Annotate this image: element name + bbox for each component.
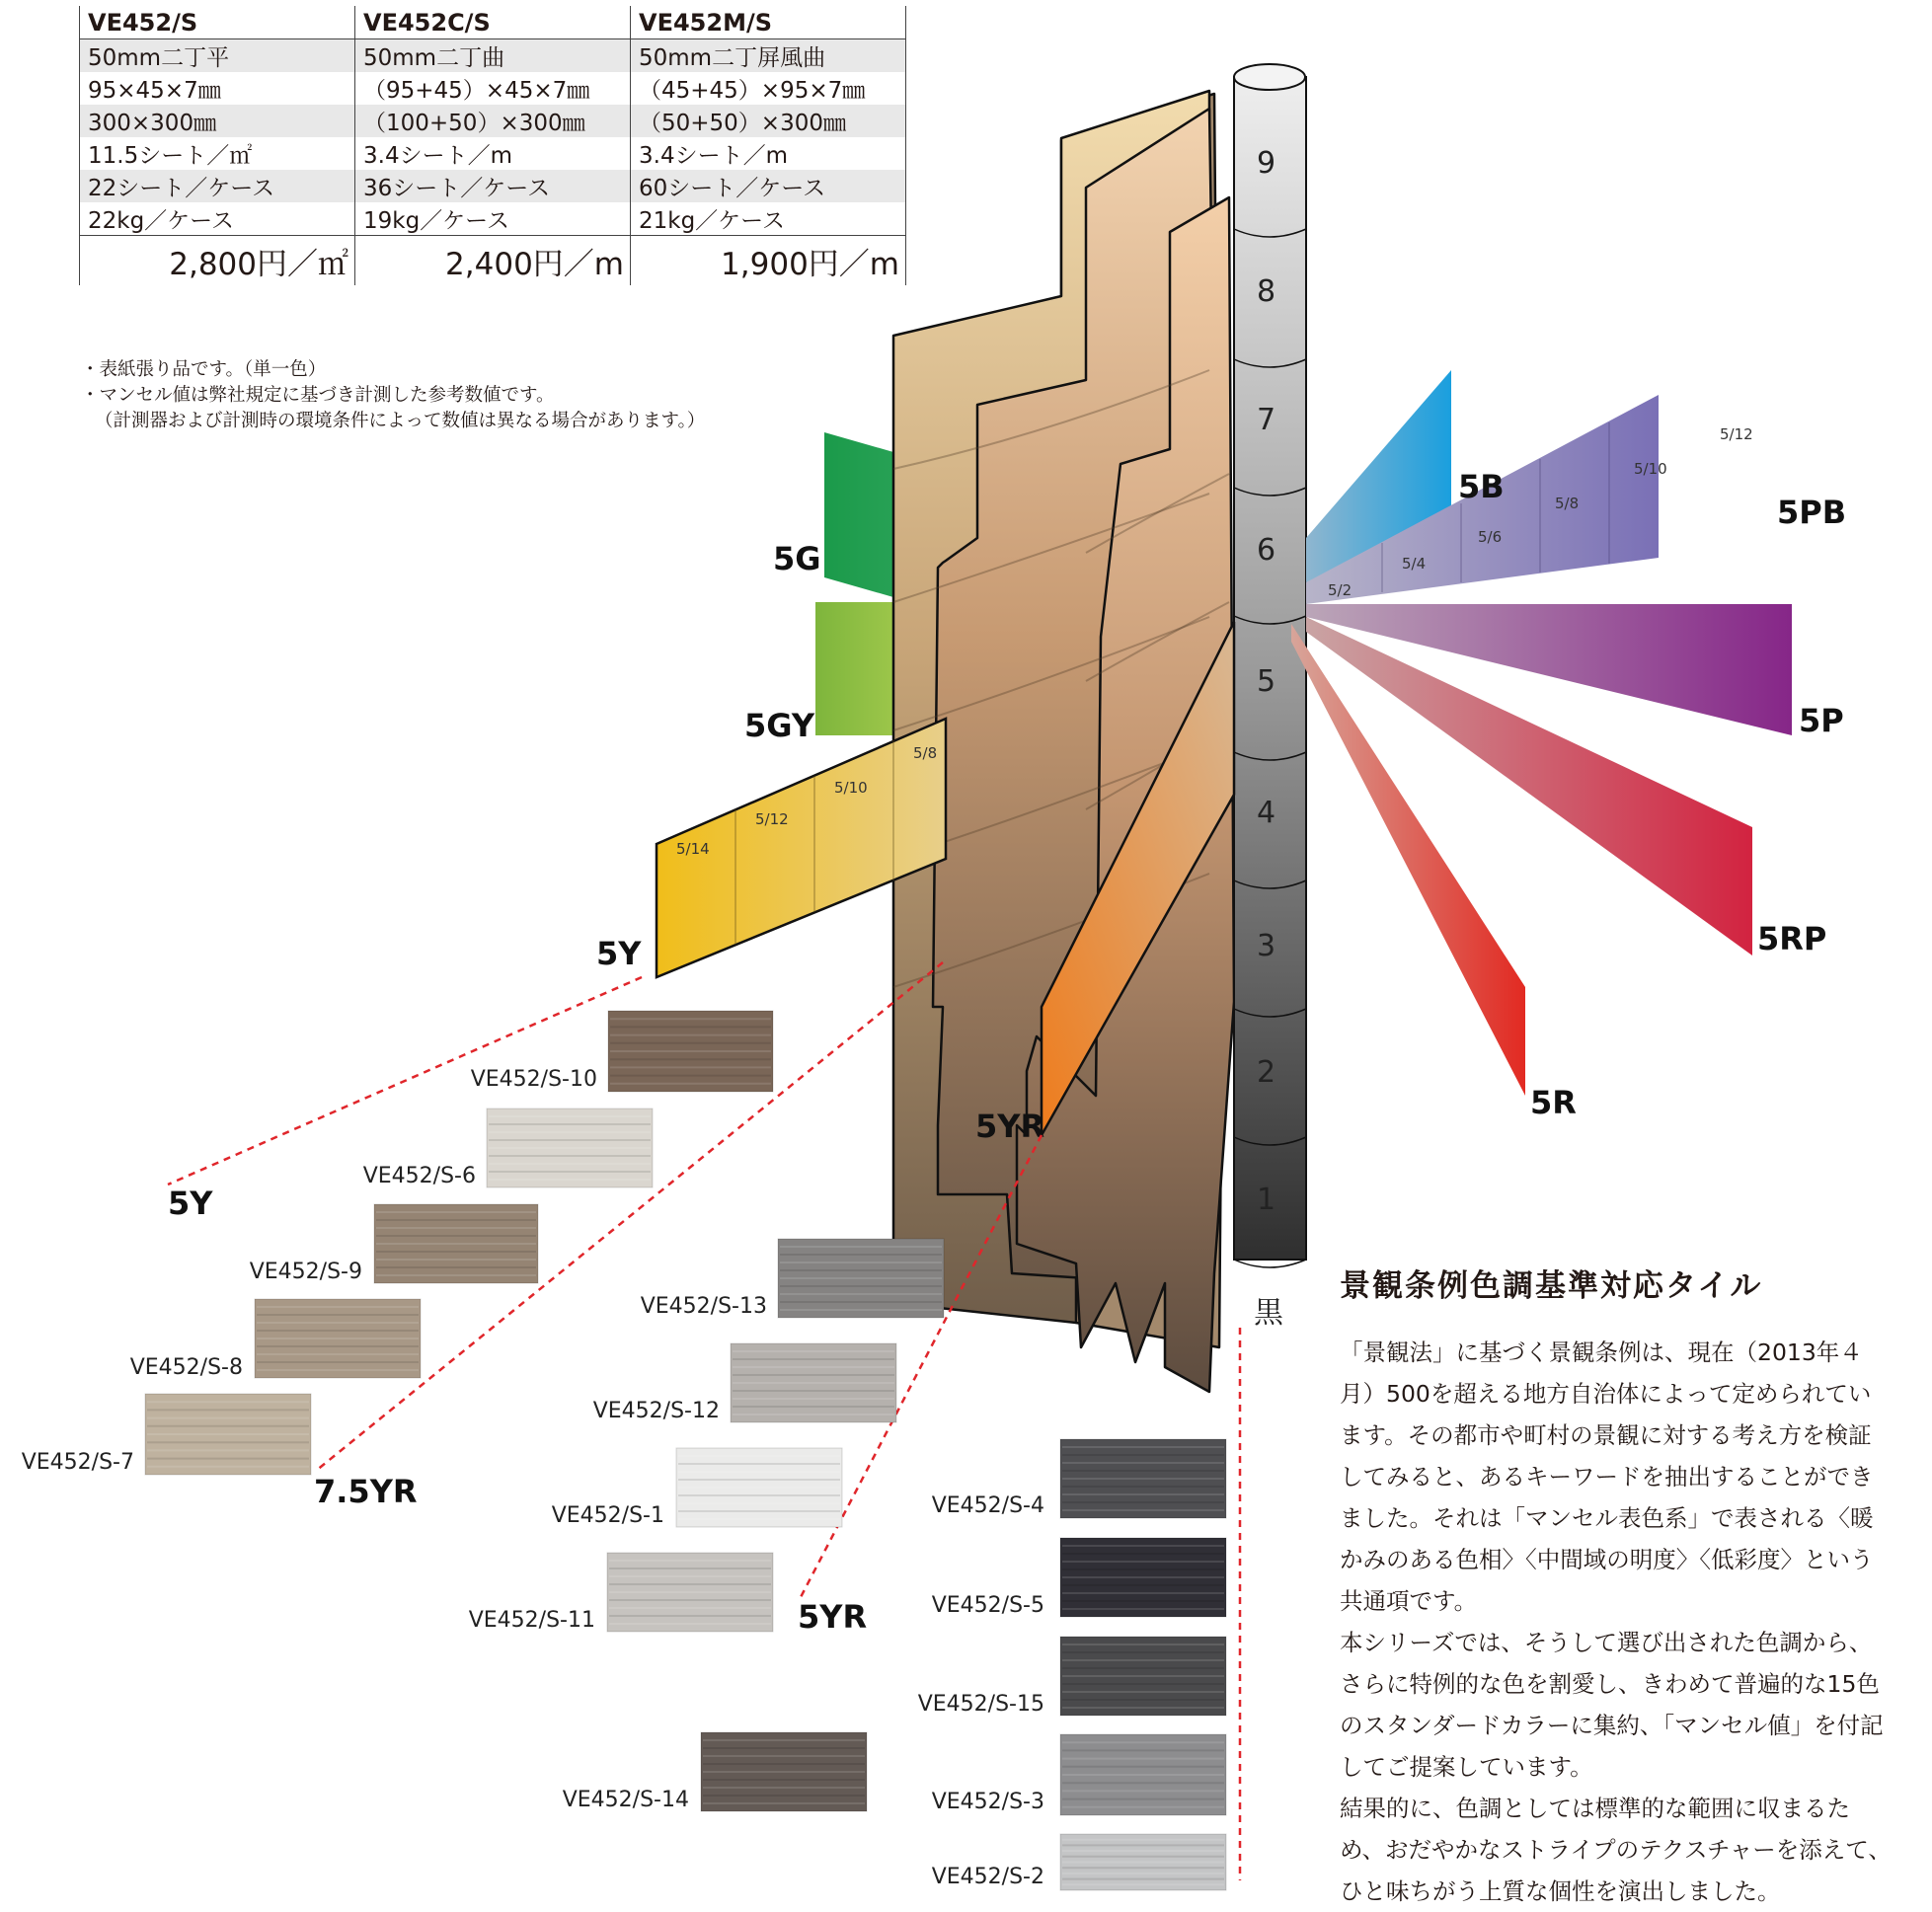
hue-label: 5R bbox=[1530, 1084, 1577, 1121]
table-cell: 19kg／ケース bbox=[355, 202, 631, 236]
chroma-step-label: 5/4 bbox=[1402, 555, 1427, 573]
article-paragraph: 本シリーズでは、そうして選び出された色調から、さらに特例的な色を割愛し、きわめて普遍的な15色のスタンダードカラーに集約、「マンセル値」を付記してご提案しています。 bbox=[1340, 1629, 1884, 1781]
swatch bbox=[363, 1109, 653, 1188]
note-line: ・マンセル値は弊社規定に基づき計測した参考数値です。 bbox=[81, 385, 555, 406]
table-cell: 21kg／ケース bbox=[631, 202, 906, 236]
table-cell: 22シート／ケース bbox=[80, 170, 355, 202]
swatch bbox=[918, 1637, 1226, 1717]
swatch-code: VE452/S-5 bbox=[931, 1593, 1044, 1618]
table-cell: 22kg／ケース bbox=[80, 202, 355, 236]
swatch bbox=[22, 1394, 311, 1475]
column-header: VE452C/S bbox=[355, 6, 631, 39]
hue-label: 5GY bbox=[744, 707, 814, 744]
article-title: 景観条例色調基準対応タイル bbox=[1340, 1268, 1763, 1304]
swatch-code: VE452/S-2 bbox=[931, 1865, 1044, 1889]
swatch-code: VE452/S-8 bbox=[129, 1355, 243, 1380]
table-cell: 36シート／ケース bbox=[355, 170, 631, 202]
black-label: 黒 bbox=[1254, 1296, 1283, 1331]
chroma-step-label: 5/10 bbox=[1634, 460, 1667, 478]
table-cell: 60シート／ケース bbox=[631, 170, 906, 202]
table-cell: （95+45）×45×7㎜ bbox=[355, 72, 631, 105]
table-cell: 3.4シート／m bbox=[355, 137, 631, 170]
swatch-code: VE452/S-12 bbox=[592, 1399, 720, 1423]
table-cell: （50+50）×300㎜ bbox=[631, 105, 906, 137]
swatch bbox=[250, 1204, 538, 1284]
hue-label: 5G bbox=[773, 540, 821, 577]
swatch-code: VE452/S-3 bbox=[931, 1790, 1044, 1814]
value-label: 9 bbox=[1257, 146, 1276, 181]
group-label: 7.5YR bbox=[314, 1473, 418, 1510]
value-label: 2 bbox=[1257, 1055, 1276, 1090]
swatch bbox=[471, 1011, 773, 1092]
price-cell: 1,900円／m bbox=[631, 236, 906, 286]
chroma-step-label: 5/12 bbox=[755, 810, 789, 828]
table-cell: 95×45×7㎜ bbox=[80, 72, 355, 105]
hue-panel-5g bbox=[824, 432, 893, 597]
chroma-step-label: 5/8 bbox=[1555, 495, 1580, 512]
swatch bbox=[130, 1299, 421, 1380]
table-cell: 50mm二丁平 bbox=[80, 39, 355, 73]
value-scale-cylinder bbox=[1234, 64, 1306, 1331]
group-label: 5YR bbox=[798, 1598, 868, 1636]
swatch bbox=[932, 1439, 1226, 1518]
chroma-step-label: 5/14 bbox=[676, 840, 710, 858]
article-paragraph: 結果的に、色調としては標準的な範囲に収まるため、おだやかなストライプのテクスチャーを添えて、ひと味ちがう上質な個性を演出しました。 bbox=[1340, 1795, 1892, 1905]
hue-label: 5PB bbox=[1777, 494, 1847, 531]
swatch bbox=[563, 1732, 867, 1812]
hue-label: 5RP bbox=[1757, 920, 1827, 957]
value-label: 3 bbox=[1257, 929, 1276, 963]
note-line: ・表紙張り品です。（単一色） bbox=[81, 359, 327, 380]
hue-label: 5B bbox=[1458, 468, 1505, 505]
swatch-code: VE452/S-9 bbox=[249, 1260, 362, 1284]
swatch-code: VE452/S-10 bbox=[470, 1067, 597, 1092]
article-paragraph: 「景観法」に基づく景観条例は、現在（2013年４月）500を超える地方自治体によって定められています。その都市や町村の景観に対する考え方を検証してみると、あるキーワードを抽出することができました。それは「マンセル表色系」で表される〈暖かみのある色相〉〈中間域の明度〉〈低彩度〉という共通項です。 bbox=[1340, 1338, 1874, 1615]
chroma-step-label: 5/12 bbox=[1720, 425, 1753, 443]
table-cell: 50mm二丁屏風曲 bbox=[631, 39, 906, 73]
table-cell: （45+45）×95×7㎜ bbox=[631, 72, 906, 105]
table-cell: 300×300㎜ bbox=[80, 105, 355, 137]
swatch bbox=[932, 1734, 1226, 1815]
price-cell: 2,800円／㎡ bbox=[80, 236, 355, 286]
value-label: 4 bbox=[1257, 796, 1276, 830]
value-label: 1 bbox=[1257, 1183, 1276, 1217]
table-cell: 50mm二丁曲 bbox=[355, 39, 631, 73]
swatch-code: VE452/S-15 bbox=[917, 1692, 1044, 1717]
hue-label: 5Y bbox=[596, 935, 642, 972]
swatch-code: VE452/S-1 bbox=[551, 1503, 664, 1528]
note-line: （計測器および計測時の環境条件によって数値は異なる場合があります。） bbox=[95, 411, 706, 431]
swatch-code: VE452/S-13 bbox=[640, 1294, 767, 1319]
chroma-step-label: 5/2 bbox=[1328, 581, 1352, 599]
swatch bbox=[593, 1343, 896, 1423]
swatch bbox=[932, 1834, 1226, 1890]
group-label: 5Y bbox=[168, 1185, 213, 1222]
swatch-code: VE452/S-14 bbox=[562, 1788, 689, 1812]
swatch bbox=[552, 1448, 842, 1528]
column-header: VE452/S bbox=[80, 6, 355, 39]
table-cell: （100+50）×300㎜ bbox=[355, 105, 631, 137]
swatch-code: VE452/S-6 bbox=[362, 1164, 476, 1188]
hue-label: 5YR bbox=[975, 1108, 1045, 1145]
chroma-step-label: 5/10 bbox=[834, 779, 868, 797]
swatch bbox=[641, 1239, 944, 1319]
value-label: 5 bbox=[1257, 664, 1276, 699]
chroma-step-label: 5/8 bbox=[913, 744, 938, 762]
value-label: 7 bbox=[1257, 403, 1276, 437]
value-label: 8 bbox=[1257, 274, 1276, 309]
table-cell: 11.5シート／㎡ bbox=[80, 137, 355, 170]
article-body bbox=[1340, 1332, 1893, 1912]
column-header: VE452M/S bbox=[631, 6, 906, 39]
swatch bbox=[932, 1538, 1226, 1618]
chroma-step-label: 5/6 bbox=[1478, 528, 1503, 546]
hue-label: 5P bbox=[1799, 702, 1844, 739]
swatch-code: VE452/S-11 bbox=[468, 1608, 595, 1633]
table-cell: 3.4シート／m bbox=[631, 137, 906, 170]
swatch-code: VE452/S-7 bbox=[21, 1450, 134, 1475]
value-label: 6 bbox=[1257, 533, 1276, 568]
hue-panel-5gy bbox=[815, 602, 893, 735]
swatch bbox=[469, 1553, 773, 1633]
swatch-code: VE452/S-4 bbox=[931, 1493, 1044, 1518]
price-cell: 2,400円／m bbox=[355, 236, 631, 286]
